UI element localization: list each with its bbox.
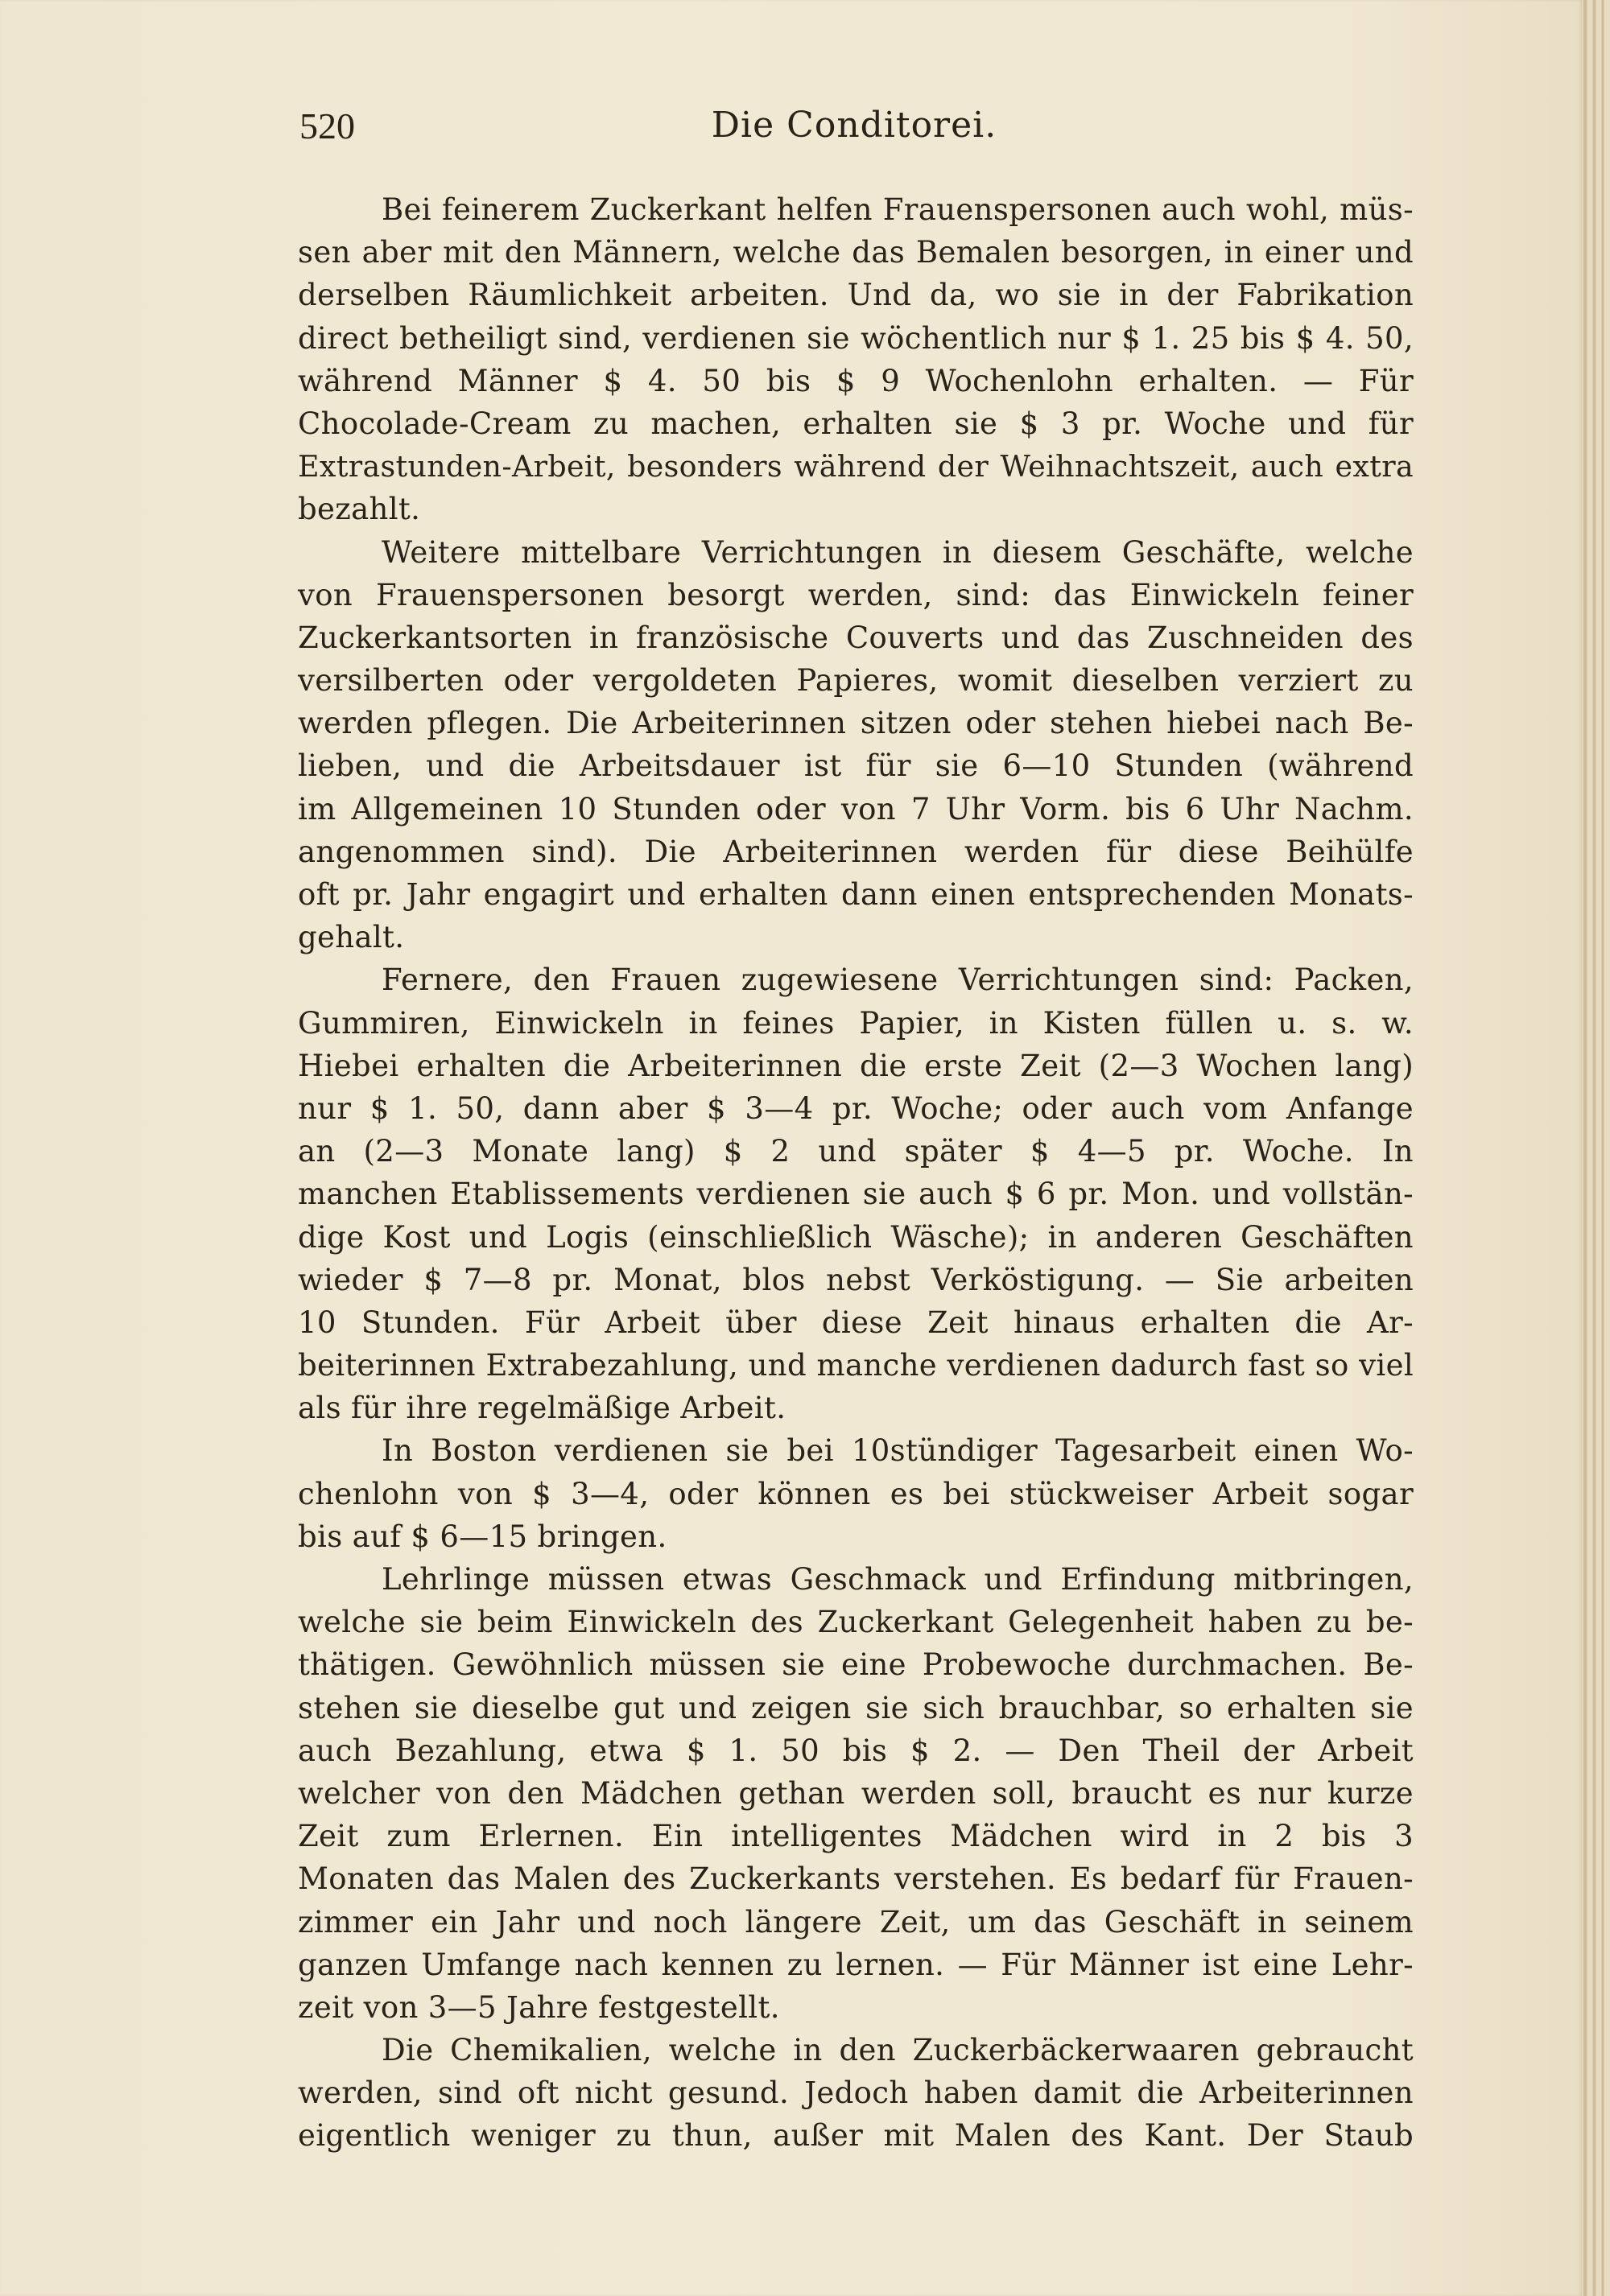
text-line: 10 Stunden. Für Arbeit über diese Zeit hinaus erhalten die Ar-	[298, 1305, 1414, 1340]
page-header	[299, 105, 1409, 153]
text-line: Chocolade-Cream zu machen, erhalten sie $ 3 pr. Woche und für	[298, 406, 1414, 441]
text-line: bis auf $ 6—15 bringen.	[298, 1519, 667, 1554]
text-line: Hiebei erhalten die Arbeiterinnen die erste Zeit (2—3 Wochen lang)	[298, 1048, 1414, 1083]
text-line: lieben, und die Arbeitsdauer ist für sie 6—10 Stunden (während	[298, 748, 1414, 784]
text-line: wieder $ 7—8 pr. Monat, blos nebst Verköstigung. — Sie arbeiten	[298, 1262, 1414, 1297]
text-line: direct betheiligt sind, verdienen sie wöchentlich nur $ 1. 25 bis $ 4. 50,	[298, 320, 1414, 356]
text-line: beiterinnen Extrabezahlung, und manche verdienen dadurch fast so viel	[298, 1348, 1414, 1383]
running-head: Die Conditorei.	[711, 105, 997, 146]
text-line: als für ihre regelmäßige Arbeit.	[298, 1391, 786, 1426]
text-line: bezahlt.	[298, 492, 421, 527]
text-line: Extrastunden-Arbeit, besonders während der Weihnachtszeit, auch extra	[298, 449, 1414, 484]
text-line: thätigen. Gewöhnlich müssen sie eine Probewoche durchmachen. Be-	[298, 1647, 1414, 1683]
page-edge	[1601, 0, 1604, 2296]
text-line: Die Chemikalien, welche in den Zuckerbäckerwaaren gebraucht	[382, 2033, 1414, 2068]
text-line: Bei feinerem Zuckerkant helfen Frauenspersonen auch wohl, müs-	[382, 192, 1414, 227]
text-line: Gummiren, Einwickeln in feines Papier, in Kisten füllen u. s. w.	[298, 1005, 1414, 1041]
page-edge	[1583, 0, 1587, 2296]
text-line: manchen Etablissements verdienen sie auch $ 6 pr. Mon. und vollstän-	[298, 1177, 1414, 1212]
text-line: Lehrlinge müssen etwas Geschmack und Erfindung mitbringen,	[382, 1562, 1414, 1597]
text-line: im Allgemeinen 10 Stunden oder von 7 Uhr Vorm. bis 6 Uhr Nachm.	[298, 791, 1414, 826]
text-line: während Männer $ 4. 50 bis $ 9 Wochenlohn erhalten. — Für	[298, 363, 1414, 398]
page-edge	[1592, 0, 1596, 2296]
text-line: zeit von 3—5 Jahre festgestellt.	[298, 1989, 780, 2025]
text-line: sen aber mit den Männern, welche das Bemalen besorgen, in einer und	[298, 235, 1414, 270]
text-line: gehalt.	[298, 920, 405, 955]
text-line: an (2—3 Monate lang) $ 2 und später $ 4—5 pr. Woche. In	[298, 1134, 1414, 1169]
text-line: versilberten oder vergoldeten Papieres, womit dieselben verziert zu	[298, 663, 1414, 699]
text-line: stehen sie dieselbe gut und zeigen sie sich brauchbar, so erhalten sie	[298, 1690, 1414, 1725]
text-line: In Boston verdienen sie bei 10stündiger Tagesarbeit einen Wo-	[382, 1433, 1414, 1469]
text-line: werden, sind oft nicht gesund. Jedoch haben damit die Arbeiterinnen	[298, 2075, 1414, 2111]
text-line: werden pflegen. Die Arbeiterinnen sitzen oder stehen hiebei nach Be-	[298, 706, 1414, 741]
text-line: Zuckerkantsorten in französische Couverts und das Zuschneiden des	[298, 620, 1414, 655]
text-line: nur $ 1. 50, dann aber $ 3—4 pr. Woche; oder auch vom Anfange	[298, 1090, 1414, 1126]
page-number: 520	[299, 105, 355, 146]
text-line: Fernere, den Frauen zugewiesene Verrichtungen sind: Packen,	[382, 963, 1414, 998]
text-line: welcher von den Mädchen gethan werden soll, braucht es nur kurze	[298, 1775, 1414, 1811]
body-text	[298, 188, 1414, 2158]
text-line: angenommen sind). Die Arbeiterinnen werden für diese Beihülfe	[298, 834, 1414, 869]
text-line: welche sie beim Einwickeln des Zuckerkant Gelegenheit haben zu be-	[298, 1605, 1414, 1640]
text-line: oft pr. Jahr engagirt und erhalten dann einen entsprechenden Monats-	[298, 877, 1414, 912]
text-line: chenlohn von $ 3—4, oder können es bei stückweiser Arbeit sogar	[298, 1476, 1414, 1511]
text-line: Weitere mittelbare Verrichtungen in diesem Geschäfte, welche	[382, 534, 1414, 570]
text-line: dige Kost und Logis (einschließlich Wäsche); in anderen Geschäften	[298, 1219, 1414, 1255]
text-line: Zeit zum Erlernen. Ein intelligentes Mädchen wird in 2 bis 3	[298, 1819, 1414, 1854]
text-line: zimmer ein Jahr und noch längere Zeit, um das Geschäft in seinem	[298, 1904, 1414, 1939]
text-line: von Frauenspersonen besorgt werden, sind: das Einwickeln feiner	[298, 577, 1414, 612]
text-line: derselben Räumlichkeit arbeiten. Und da, wo sie in der Fabrikation	[298, 278, 1414, 313]
text-line: ganzen Umfange nach kennen zu lernen. — Für Männer ist eine Lehr-	[298, 1947, 1414, 1982]
text-line: Monaten das Malen des Zuckerkants verstehen. Es bedarf für Frauen-	[298, 1861, 1414, 1897]
text-line: eigentlich weniger zu thun, außer mit Malen des Kant. Der Staub	[298, 2118, 1414, 2154]
text-line: auch Bezahlung, etwa $ 1. 50 bis $ 2. — Den Theil der Arbeit	[298, 1733, 1414, 1768]
